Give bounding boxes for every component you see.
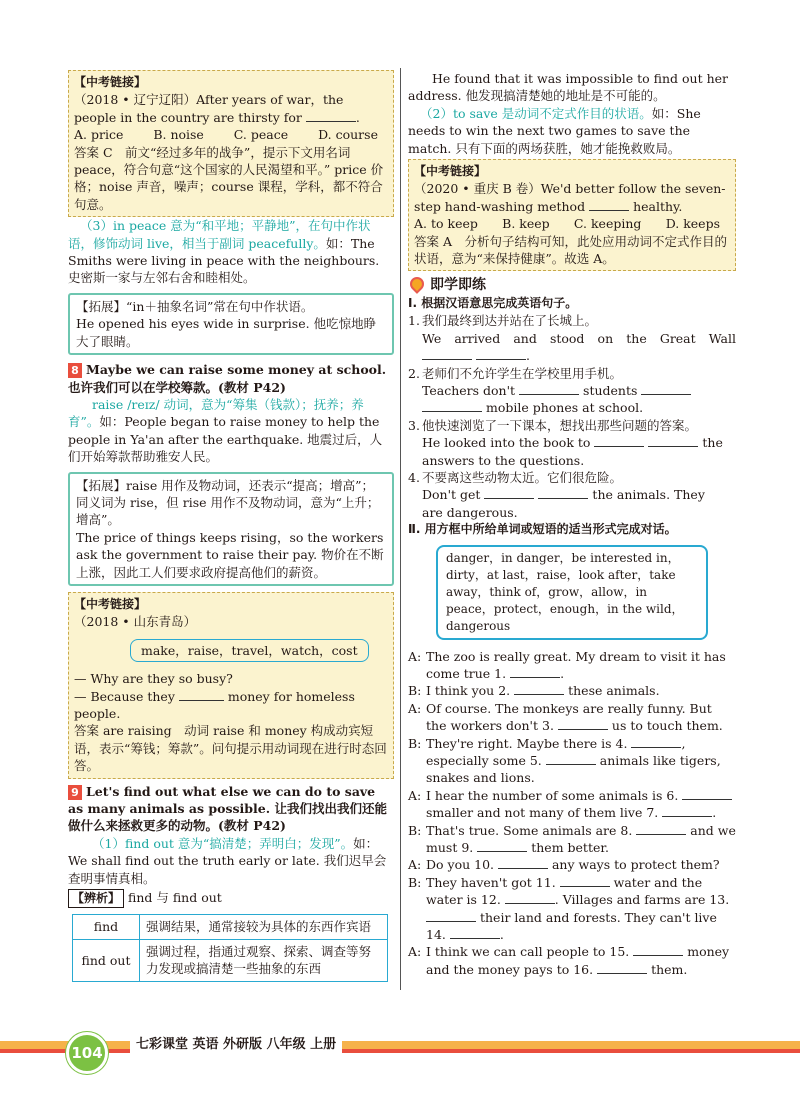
answer-blank[interactable] [498, 856, 548, 869]
answer-blank[interactable] [648, 434, 698, 447]
answer-blank[interactable] [662, 804, 712, 817]
options-row [74, 126, 388, 143]
note-in-peace: （3）in peace 意为“和平地；平静地”，在句中作状语，修饰动词 live，相当于副词 peacefully。如：The Smiths were living in peace with the neighbours. 史密斯一家与左邻右舍和睦相处。 [68, 218, 380, 286]
section-2-title: Ⅱ. 用方框中所给单词或短语的适当形式完成对话。 [408, 522, 677, 537]
exam-link-header: 【中考链接】 [74, 75, 147, 89]
left-column [68, 70, 394, 982]
answer-blank[interactable] [422, 347, 472, 360]
item-9-title: 9 Let's find out what else we can do to save as many animals as possible. 让我们找出我们还能做什么来拯救更多的动物。(教材 P42) [68, 783, 387, 834]
option-a: A. to keep [414, 216, 478, 232]
word-box: danger，in danger，be interested in，dirty，at last，raise，look after，take away，think of，grow，allow，in peace，protect，enough，in the wild，dangerous [436, 545, 708, 640]
book-title: 七彩课堂 英语 外研版 八年级 上册 [130, 1036, 342, 1053]
answer-blank[interactable] [422, 399, 482, 412]
answer-blank[interactable] [450, 926, 500, 939]
exam-link-box-2 [68, 592, 394, 779]
analysis-tag: 【辨析】 [68, 889, 124, 908]
option-d: D. keeps [665, 216, 720, 232]
table-row: find out 强调过程，指通过观察、探索、调查等努力发现或搞清楚一些抽象的东西 [73, 939, 388, 981]
dialog-line: B: I think you 2. these animals. [408, 683, 660, 699]
exam-link-box-3 [408, 159, 736, 271]
word-box: make，raise，travel，watch，cost [130, 639, 369, 662]
answer-blank[interactable] [631, 735, 681, 748]
footer-bar-accent [0, 1049, 800, 1053]
extension-box-2: 【拓展】raise 用作及物动词，还表示“提高；增高”；同义词为 rise，但 rise 用作不及物动词，意为“上升；增高”。 The price of things keeps rising，so the workers ask the government to raise their pay. 物价在不断上涨，因此工人们要求政府提高他们的薪资。 [68, 472, 394, 586]
exam-source: （2018 • 山东青岛） [74, 614, 197, 630]
answer-blank[interactable] [306, 109, 356, 122]
question-1: 1. 我们最终到达并站在了长城上。 We arrived and stood on the Great Wall . [408, 313, 736, 364]
question-3: 3. 他快速浏览了一下课本，想找出那些问题的答案。 He looked into the book to the answers to the questions. [408, 417, 723, 468]
dialog-line: A: Of course. The monkeys are really funny. But the workers don't 3. us to touch them. [408, 700, 723, 734]
item-8-title: 8 Maybe we can raise some money at school. 也许我们可以在学校筹款。(教材 P42) [68, 362, 387, 395]
exam-link-header: 【中考链接】 [74, 596, 147, 611]
dialog-line: A: The zoo is really great. My dream to visit it has come true 1. . [408, 648, 726, 681]
footer-bar [0, 1041, 800, 1049]
item-number-badge: 8 [68, 363, 82, 378]
option-c: C. keeping [573, 216, 642, 232]
answer-blank[interactable] [538, 486, 588, 499]
answer-blank[interactable] [505, 891, 555, 904]
exam-link-box-1 [68, 70, 394, 217]
dialog-line: B: That's true. Some animals are 8. and we must 9. them better. [408, 822, 736, 856]
option-b: B. keep [502, 216, 550, 232]
answer-blank[interactable] [484, 486, 534, 499]
question-2: 2. 老师们不允许学生在学校里用手机。 Teachers don't students mobile phones at school. [408, 365, 736, 417]
item-8-note: raise /reɪz/ 动词，意为“筹集（钱款）；抚养；养育”。如：People began to raise money to help the people in Ya'an after the earthquake. 地震过后，人们开始筹款帮助雅安人民。 [68, 396, 383, 465]
right-column [408, 70, 736, 978]
answer-blank[interactable] [519, 382, 579, 395]
location-pin-icon [407, 275, 427, 295]
section-1-title: Ⅰ. 根据汉语意思完成英语句子。 [408, 295, 578, 310]
table-row: find 强调结果，通常接较为具体的东西作宾语 [73, 915, 388, 939]
answer-blank[interactable] [682, 787, 732, 800]
option-a: A. price [74, 127, 124, 143]
answer-explanation: 答案 C 前文“经过多年的战争”，提示下文用名词 peace，符合句意“这个国家的人民渴望和平。” price 价格；noise 声音，噪声；course 课程，学科，都不符合句意。 [74, 144, 384, 212]
answer-blank[interactable] [426, 909, 476, 922]
answer-explanation: 答案 are raising 动词 raise 和 money 构成动宾短语，表示“筹钱；筹款”。问句提示用动词现在进行时态回答。 [74, 723, 387, 774]
analysis-heading: 【辨析】 find 与 find out [68, 889, 394, 908]
dialog [408, 648, 736, 979]
answer-blank[interactable] [560, 874, 610, 887]
options-row [414, 215, 730, 232]
option-b: B. noise [153, 127, 204, 143]
dialog-line: B: They haven't got 11. water and the water is 12. . Villages and farms are 13. their land and forests. They can't live 14. . [408, 874, 730, 943]
dialog-line: A: I hear the number of some animals is 6. smaller and not many of them live 7. . [408, 787, 736, 822]
item-9-note: （1）find out 意为“搞清楚；弄明白；发现”。如：We shall find out the truth early or late. 我们迟早会查明事情真相。 [68, 835, 387, 886]
dialog-line: A: I think we can call people to 15. money and the money pays to 16. them. [408, 944, 730, 977]
question-4: 4. 不要离这些动物太近。它们很危险。 Don't get the animals. They are dangerous. [408, 469, 705, 520]
answer-blank[interactable] [476, 347, 526, 360]
item-number-badge: 9 [68, 785, 82, 800]
answer-blank[interactable] [179, 688, 224, 701]
option-d: D. course [318, 127, 378, 143]
answer-blank[interactable] [594, 434, 644, 447]
intro-text: He found that it was impossible to find out her address. 他发现搞清楚她的地址是不可能的。 [408, 71, 729, 104]
answer-blank[interactable] [641, 382, 691, 395]
answer-blank[interactable] [510, 665, 560, 678]
note-to-save: （2）to save 是动词不定式作目的状语。如：She needs to win the next two games to save the match. 只有下面的两场获胜，她才能挽救败局。 [408, 105, 701, 156]
answer-blank[interactable] [589, 198, 629, 211]
dialog-line: — Because they money for homeless people. [74, 688, 355, 721]
answer-blank[interactable] [546, 752, 596, 765]
page-number: 104 [66, 1032, 108, 1074]
practice-heading: 即学即练 [408, 277, 736, 294]
exam-link-header: 【中考链接】 [414, 164, 487, 179]
comparison-table [72, 914, 388, 981]
answer-blank[interactable] [514, 682, 564, 695]
exam-question: （2020 • 重庆 B 卷）We'd better follow the seven-step hand-washing method healthy. [414, 181, 726, 214]
dialog-line: B: They're right. Maybe there is 4. , especially some 5. animals like tigers, snakes and lions. [408, 735, 721, 786]
option-c: C. peace [233, 127, 289, 143]
answer-blank[interactable] [633, 943, 683, 956]
answer-blank[interactable] [477, 839, 527, 852]
answer-blank[interactable] [636, 822, 686, 835]
dialog-line: — Why are they so busy? [74, 671, 233, 687]
answer-blank[interactable] [597, 961, 647, 974]
column-divider [400, 68, 401, 990]
exam-question: （2018 • 辽宁辽阳）After years of war，the people in the country are thirsty for . [74, 92, 360, 125]
answer-blank[interactable] [558, 717, 608, 730]
extension-box-1: 【拓展】“in＋抽象名词”常在句中作状语。 He opened his eyes wide in surprise. 他吃惊地睁大了眼睛。 [68, 293, 394, 355]
answer-explanation: 答案 A 分析句子结构可知，此处应用动词不定式作目的状语，意为“来保持健康”。故选 A。 [414, 233, 728, 267]
dialog-line: A: Do you 10. any ways to protect them? [408, 857, 720, 873]
